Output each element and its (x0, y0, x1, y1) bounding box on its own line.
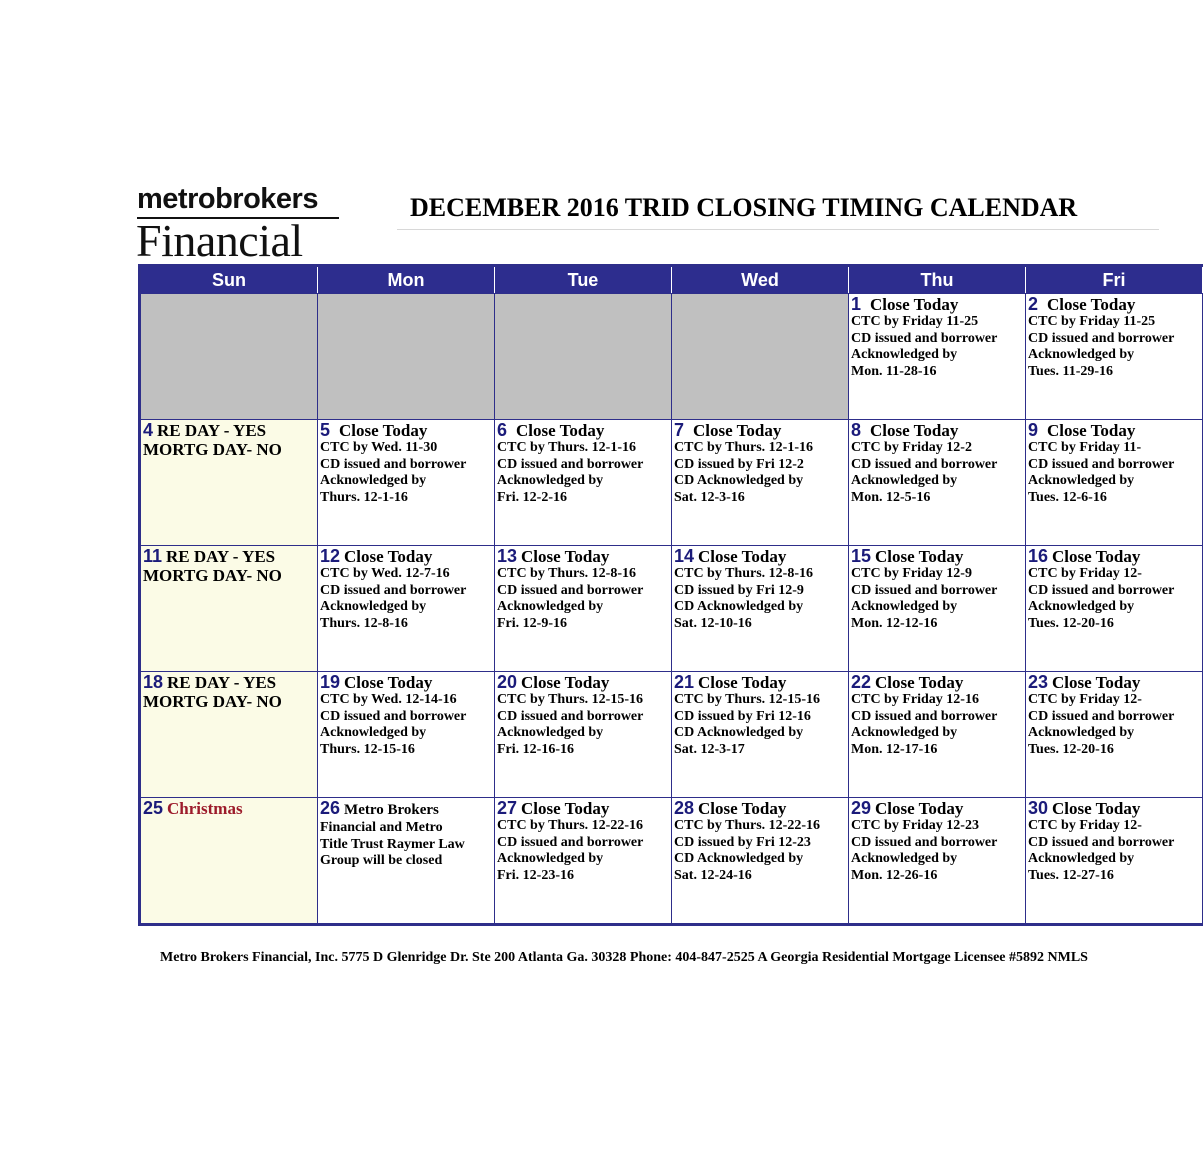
closing-timing-line: Acknowledged by (1028, 851, 1135, 866)
closing-timing-line: CD issued and borrower (851, 834, 998, 850)
weekday-header-sun: Sun (141, 267, 318, 293)
title-divider (397, 229, 1159, 230)
day-heading (320, 421, 492, 440)
closing-timing-line: CD issued by Fri 12-23 (674, 834, 811, 850)
closing-timing-line: CD issued and borrower (851, 582, 998, 598)
closing-timing-line: Acknowledged by (320, 599, 427, 614)
calendar-grid (138, 264, 1203, 926)
closing-timing-line: CTC by Friday 11-25 (1028, 314, 1156, 329)
closing-timing-line: CD issued and borrower (320, 582, 467, 598)
day-number: 29 (851, 798, 872, 818)
weekday-header-row (141, 267, 1203, 293)
calendar-day-cell (495, 546, 672, 671)
closing-timing-line: CTC by Friday 12-16 (851, 692, 979, 707)
weekday-header-wed: Wed (672, 267, 849, 293)
calendar-day-cell (1026, 672, 1203, 797)
day-number: 27 (497, 798, 518, 818)
closing-timing-line: Acknowledged by (851, 599, 958, 614)
day-heading (674, 421, 846, 440)
day-heading (1028, 799, 1200, 818)
day-heading (674, 673, 846, 692)
day-number: 23 (1028, 672, 1049, 692)
closing-timing-line: CD Acknowledged by (674, 599, 804, 614)
closing-timing-line: CTC by Friday 12-23 (851, 818, 979, 833)
calendar-week-row (141, 419, 1203, 545)
calendar-cell-empty (318, 294, 495, 419)
close-today-label: Close Today (875, 673, 964, 692)
day-heading (1028, 673, 1200, 692)
closing-timing-line: Acknowledged by (497, 725, 604, 740)
close-today-label: Close Today (339, 421, 428, 440)
closing-timing-line: CD Acknowledged by (674, 851, 804, 866)
closing-timing-line: Sat. 12-3-17 (674, 741, 745, 757)
day-number: 5 (320, 420, 331, 440)
calendar-day-cell (318, 798, 495, 923)
close-today-label: Close Today (693, 421, 782, 440)
day-heading (497, 547, 669, 566)
closing-timing-line: Tues. 12-27-16 (1028, 867, 1114, 883)
closing-timing-line: CD issued and borrower (497, 834, 644, 850)
closing-timing-line: Fri. 12-16-16 (497, 741, 574, 757)
close-today-label: Close Today (344, 547, 433, 566)
closing-timing-line: CTC by Wed. 11-30 (320, 440, 438, 455)
closing-timing-line: Fri. 12-9-16 (497, 615, 567, 631)
day-heading (1028, 421, 1200, 440)
calendar-week-row (141, 545, 1203, 671)
closing-timing-line: Acknowledged by (851, 473, 958, 488)
sunday-status: RE DAY - YES (157, 421, 267, 440)
closing-timing-line: Acknowledged by (497, 851, 604, 866)
closing-timing-line: CD issued and borrower (1028, 708, 1175, 724)
closing-timing-line: CD issued and borrower (320, 456, 467, 472)
weekday-header-mon: Mon (318, 267, 495, 293)
closing-timing-line: CTC by Thurs. 12-1-16 (497, 440, 636, 455)
closing-timing-line: Sat. 12-10-16 (674, 615, 752, 631)
sunday-status: Christmas (167, 799, 243, 818)
closing-timing-line: Acknowledged by (851, 851, 958, 866)
close-today-label: Close Today (344, 673, 433, 692)
day-heading (497, 799, 669, 818)
close-today-label: Close Today (521, 799, 610, 818)
closing-timing-line: CTC by Thurs. 12-1-16 (674, 440, 813, 455)
closing-timing-line: Acknowledged by (320, 725, 427, 740)
sunday-status: RE DAY - YES (166, 547, 276, 566)
day-heading (674, 547, 846, 566)
day-number: 16 (1028, 546, 1049, 566)
day-heading (1028, 547, 1200, 566)
day-heading (320, 547, 492, 566)
calendar-day-cell (318, 672, 495, 797)
closing-timing-line: Mon. 12-17-16 (851, 741, 938, 757)
day-number: 19 (320, 672, 341, 692)
company-logo (136, 183, 347, 266)
sunday-label (143, 421, 315, 440)
closing-timing-line: CTC by Friday 12- (1028, 692, 1142, 707)
closing-timing-line: CTC by Friday 12-2 (851, 440, 972, 455)
calendar-day-cell (849, 546, 1026, 671)
calendar-cell-empty (672, 294, 849, 419)
close-today-label: Close Today (521, 547, 610, 566)
closing-timing-line: CD issued and borrower (851, 456, 998, 472)
day-heading (851, 547, 1023, 566)
day-number: 8 (851, 420, 862, 440)
closing-timing-line: CTC by Friday 12-9 (851, 566, 972, 581)
closing-timing-line: CTC by Friday 11- (1028, 440, 1142, 455)
day-number: 30 (1028, 798, 1049, 818)
closing-timing-line: CD issued and borrower (497, 708, 644, 724)
day-number: 11 (143, 546, 163, 566)
closing-timing-line: CD issued by Fri 12-9 (674, 582, 804, 598)
closing-timing-line: Sat. 12-24-16 (674, 867, 752, 883)
day-heading (851, 673, 1023, 692)
day-number: 28 (674, 798, 695, 818)
closing-timing-line: CTC by Friday 12- (1028, 818, 1142, 833)
closing-timing-line: Acknowledged by (1028, 473, 1135, 488)
closing-timing-line: CD issued and borrower (320, 708, 467, 724)
closing-timing-line: CTC by Thurs. 12-8-16 (674, 566, 813, 581)
day-number: 18 (143, 672, 164, 692)
close-today-label: Close Today (698, 799, 787, 818)
calendar-day-cell (672, 546, 849, 671)
close-today-label: Close Today (870, 421, 959, 440)
day-heading (674, 799, 846, 818)
day-number: 4 (143, 420, 154, 440)
closing-timing-line: CTC by Thurs. 12-22-16 (674, 818, 820, 833)
calendar-week-row (141, 293, 1203, 419)
closing-timing-line: CD Acknowledged by (674, 473, 804, 488)
day-number: 6 (497, 420, 508, 440)
closing-timing-line: Mon. 12-5-16 (851, 489, 931, 505)
calendar-day-cell (495, 420, 672, 545)
calendar-day-cell (1026, 546, 1203, 671)
closing-timing-line: Thurs. 12-1-16 (320, 489, 408, 505)
calendar-cell-empty (495, 294, 672, 419)
closing-timing-line: Fri. 12-2-16 (497, 489, 567, 505)
calendar-day-cell (141, 798, 318, 923)
close-today-label: Close Today (1052, 673, 1141, 692)
calendar-day-cell (672, 672, 849, 797)
calendar-day-cell (318, 546, 495, 671)
close-today-label: Close Today (1047, 295, 1136, 314)
sunday-label (143, 799, 315, 818)
day-number: 9 (1028, 420, 1039, 440)
day-number: 7 (674, 420, 685, 440)
closing-timing-line: Mon. 12-26-16 (851, 867, 938, 883)
close-today-label: Close Today (1052, 547, 1141, 566)
day-number: 2 (1028, 294, 1039, 314)
day-number: 12 (320, 546, 341, 566)
closing-timing-line: CD issued and borrower (1028, 330, 1175, 346)
calendar-cell-empty (141, 294, 318, 419)
closing-timing-line: CD issued by Fri 12-2 (674, 456, 804, 472)
weekday-header-thu: Thu (849, 267, 1026, 293)
closure-notice-line: Group will be closed (320, 853, 443, 868)
closing-timing-line: CD issued and borrower (1028, 834, 1175, 850)
closing-timing-line: CTC by Wed. 12-14-16 (320, 692, 457, 707)
closing-timing-line: CTC by Friday 12- (1028, 566, 1142, 581)
page-title: DECEMBER 2016 TRID CLOSING TIMING CALENDAR (410, 193, 1078, 222)
closure-notice-line: Title Trust Raymer Law (320, 836, 465, 852)
closing-timing-line: CTC by Thurs. 12-15-16 (674, 692, 820, 707)
closure-notice-line: Financial and Metro (320, 820, 443, 835)
close-today-label: Close Today (875, 799, 964, 818)
closing-timing-line: Acknowledged by (1028, 725, 1135, 740)
calendar-day-cell (672, 420, 849, 545)
calendar-day-cell (495, 672, 672, 797)
calendar-day-cell (318, 420, 495, 545)
closing-timing-line: CTC by Thurs. 12-8-16 (497, 566, 636, 581)
close-today-label: Close Today (1047, 421, 1136, 440)
logo-wordmark-top: metrobrokers (137, 183, 318, 215)
calendar-day-cell (141, 672, 318, 797)
calendar-day-cell (141, 420, 318, 545)
close-today-label: Close Today (516, 421, 605, 440)
closing-timing-line: Acknowledged by (851, 347, 958, 362)
closing-timing-line: CD issued and borrower (851, 330, 998, 346)
closing-timing-line: CD issued and borrower (497, 456, 644, 472)
closure-notice-line: Metro Brokers (344, 802, 439, 818)
day-heading (1028, 295, 1200, 314)
closing-timing-line: CD issued and borrower (1028, 456, 1175, 472)
weekday-header-fri: Fri (1026, 267, 1203, 293)
close-today-label: Close Today (1052, 799, 1141, 818)
footer-text: Metro Brokers Financial, Inc. 5775 D Glenridge Dr. Ste 200 Atlanta Ga. 30328 Phone: 404-847-2525 A Georgia Residential Mortgage Licensee #5892 NMLS (160, 950, 1088, 965)
closing-timing-line: CD Acknowledged by (674, 725, 804, 740)
day-number: 1 (851, 294, 862, 314)
closing-timing-line: Acknowledged by (497, 599, 604, 614)
closure-notice-first (320, 799, 492, 820)
closing-timing-line: CTC by Thurs. 12-15-16 (497, 692, 643, 707)
sunday-mortgage-status: MORTG DAY- NO (143, 566, 282, 585)
calendar-day-cell (1026, 294, 1203, 419)
closing-timing-line: Mon. 12-12-16 (851, 615, 938, 631)
closing-timing-line: Tues. 11-29-16 (1028, 363, 1114, 379)
closing-timing-line: CD issued by Fri 12-16 (674, 708, 811, 724)
sunday-mortgage-status: MORTG DAY- NO (143, 440, 282, 459)
calendar-day-cell (1026, 798, 1203, 923)
closing-timing-line: CTC by Wed. 12-7-16 (320, 566, 450, 581)
calendar-week-row (141, 797, 1203, 923)
closing-timing-line: Acknowledged by (851, 725, 958, 740)
sunday-status: RE DAY - YES (167, 673, 277, 692)
day-heading (497, 673, 669, 692)
sunday-label (143, 547, 315, 566)
closing-timing-line: Acknowledged by (320, 473, 427, 488)
weekday-header-tue: Tue (495, 267, 672, 293)
close-today-label: Close Today (875, 547, 964, 566)
closing-timing-line: Acknowledged by (1028, 599, 1135, 614)
calendar-day-cell (849, 672, 1026, 797)
closing-timing-line: Tues. 12-6-16 (1028, 489, 1107, 505)
day-number: 22 (851, 672, 872, 692)
closing-timing-line: Tues. 12-20-16 (1028, 615, 1114, 631)
closing-timing-line: Sat. 12-3-16 (674, 489, 745, 505)
close-today-label: Close Today (870, 295, 959, 314)
calendar-day-cell (495, 798, 672, 923)
calendar-day-cell (849, 294, 1026, 419)
closing-timing-line: Mon. 11-28-16 (851, 363, 937, 379)
closing-timing-line: Fri. 12-23-16 (497, 867, 574, 883)
close-today-label: Close Today (698, 547, 787, 566)
closing-timing-line: CD issued and borrower (1028, 582, 1175, 598)
closing-timing-line: Thurs. 12-8-16 (320, 615, 408, 631)
day-number: 21 (674, 672, 695, 692)
calendar-day-cell (141, 546, 318, 671)
calendar-day-cell (672, 798, 849, 923)
closing-timing-line: CD issued and borrower (851, 708, 998, 724)
logo-wordmark-bottom: Financial (136, 215, 303, 266)
closing-timing-line: CTC by Friday 11-25 (851, 314, 979, 329)
day-number: 14 (674, 546, 695, 566)
day-heading (851, 295, 1023, 314)
calendar-week-row (141, 671, 1203, 797)
day-number: 20 (497, 672, 518, 692)
day-heading (851, 799, 1023, 818)
close-today-label: Close Today (521, 673, 610, 692)
closing-timing-line: Acknowledged by (1028, 347, 1135, 362)
closing-timing-line: Tues. 12-20-16 (1028, 741, 1114, 757)
day-number: 15 (851, 546, 872, 566)
calendar-day-cell (849, 420, 1026, 545)
day-heading (497, 421, 669, 440)
closing-timing-line: Acknowledged by (497, 473, 604, 488)
day-number: 25 (143, 798, 164, 818)
closing-timing-line: CD issued and borrower (497, 582, 644, 598)
day-heading (320, 673, 492, 692)
calendar-day-cell (849, 798, 1026, 923)
closing-timing-line: Thurs. 12-15-16 (320, 741, 415, 757)
calendar-day-cell (1026, 420, 1203, 545)
sunday-mortgage-status: MORTG DAY- NO (143, 692, 282, 711)
day-number: 26 (320, 798, 341, 818)
close-today-label: Close Today (698, 673, 787, 692)
sunday-label (143, 673, 315, 692)
day-heading (851, 421, 1023, 440)
day-number: 13 (497, 546, 518, 566)
closing-timing-line: CTC by Thurs. 12-22-16 (497, 818, 643, 833)
